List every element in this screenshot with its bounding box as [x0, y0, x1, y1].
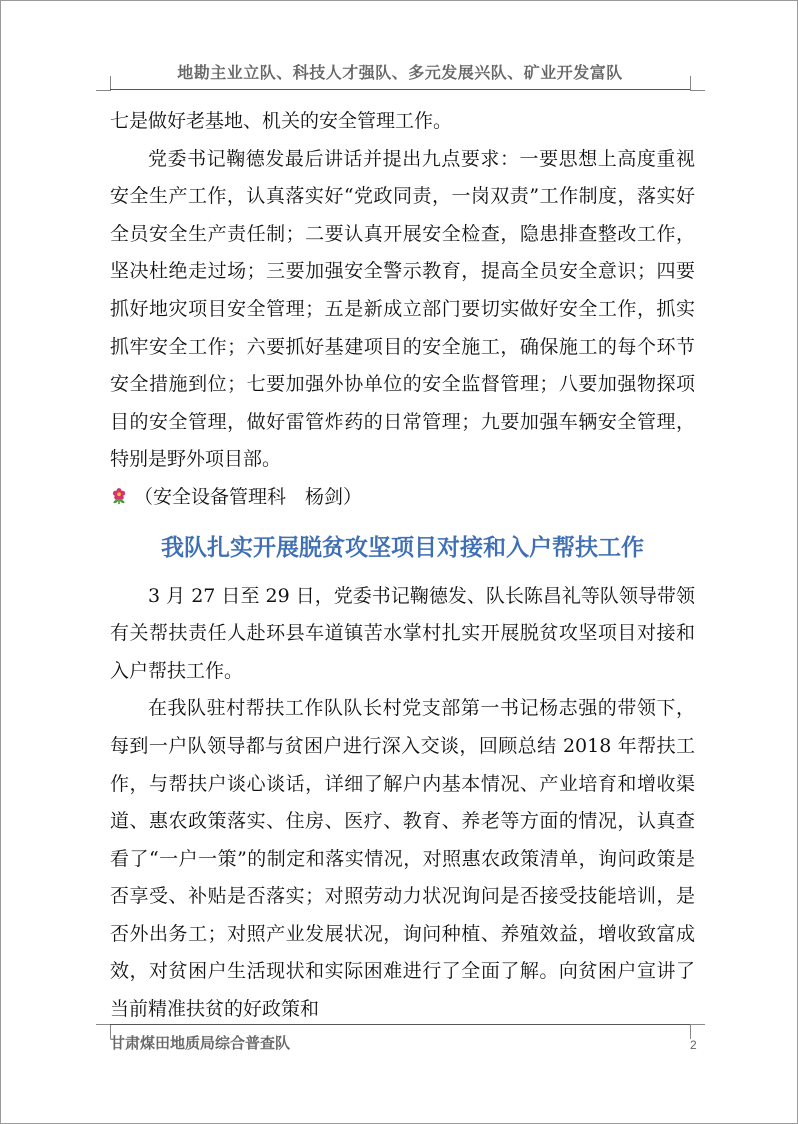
signature-line: [110, 479, 695, 517]
header-rule: [110, 89, 690, 90]
header-corner-mark-left: [96, 76, 111, 91]
paragraph-3: 3 月 27 日至 29 日，党委书记鞠德发、队长陈昌礼等队领导带领有关帮扶责任人赴环县车道镇苦水掌村扎实开展脱贫攻坚项目对接和入户帮扶工作。: [110, 584, 695, 682]
page-number: 2: [690, 1038, 697, 1052]
document-body: [110, 103, 695, 1029]
footer-corner-mark-left: [96, 1024, 111, 1039]
paragraph-2: 党委书记鞠德发最后讲话并提出九点要求：一要思想上高度重视安全生产工作，认真落实好“党政同责，一岗双责”工作制度，落实好全员安全生产责任制；二要认真开展安全检查，隐患排查整改工作，坚决杜绝走过场；三要加强安全警示教育，提高全员安全意识；四要抓好地灾项目安全管理；五是新成立部门要切实做好安全工作，抓实抓牢安全工作；六要抓好基建项目的安全施工，确保施工的每个环节安全措施到位；七要加强外协单位的安全监督管理；八要加强物探项目的安全管理，做好雷管炸药的日常管理；九要加强车辆安全管理，特别是野外项目部。: [110, 147, 695, 471]
paragraph-1: 七是做好老基地、机关的安全管理工作。: [110, 110, 453, 132]
paragraph-4: 在我队驻村帮扶工作队队长村党支部第一书记杨志强的带领下，每到一户队领导都与贫困户进行深入交谈，回顾总结 2018 年帮扶工作，与帮扶户谈心谈话，详细了解户内基本情况、产业培育和增收渠道、惠农政策落实、住房、医疗、教育、养老等方面的情况，认真查看了“一户一策”的制定和落实情况，对照惠农政策清单，询问政策是否享受、补贴是否落实；对照劳动力状况询问是否接受技能培训，是否外出务工；对照产业发展状况，询问种植、养殖效益，增收致富成效，对贫困户生活现状和实际困难进行了全面了解。向贫困户宣讲了当前精准扶贫的好政策和: [110, 697, 695, 1021]
signature-text: （安全设备管理科 杨剑）: [134, 485, 363, 508]
flower-icon: [110, 487, 128, 505]
section-title: 我队扎实开展脱贫攻坚项目对接和入户帮扶工作: [161, 533, 644, 561]
footer-organization: 甘肃煤田地质局综合普查队: [110, 1034, 291, 1052]
footer-rule: [110, 1024, 690, 1025]
header-slogan: 地勘主业立队、科技人才强队、多元发展兴队、矿业开发富队: [177, 63, 623, 82]
header-corner-mark-right: [690, 76, 705, 91]
